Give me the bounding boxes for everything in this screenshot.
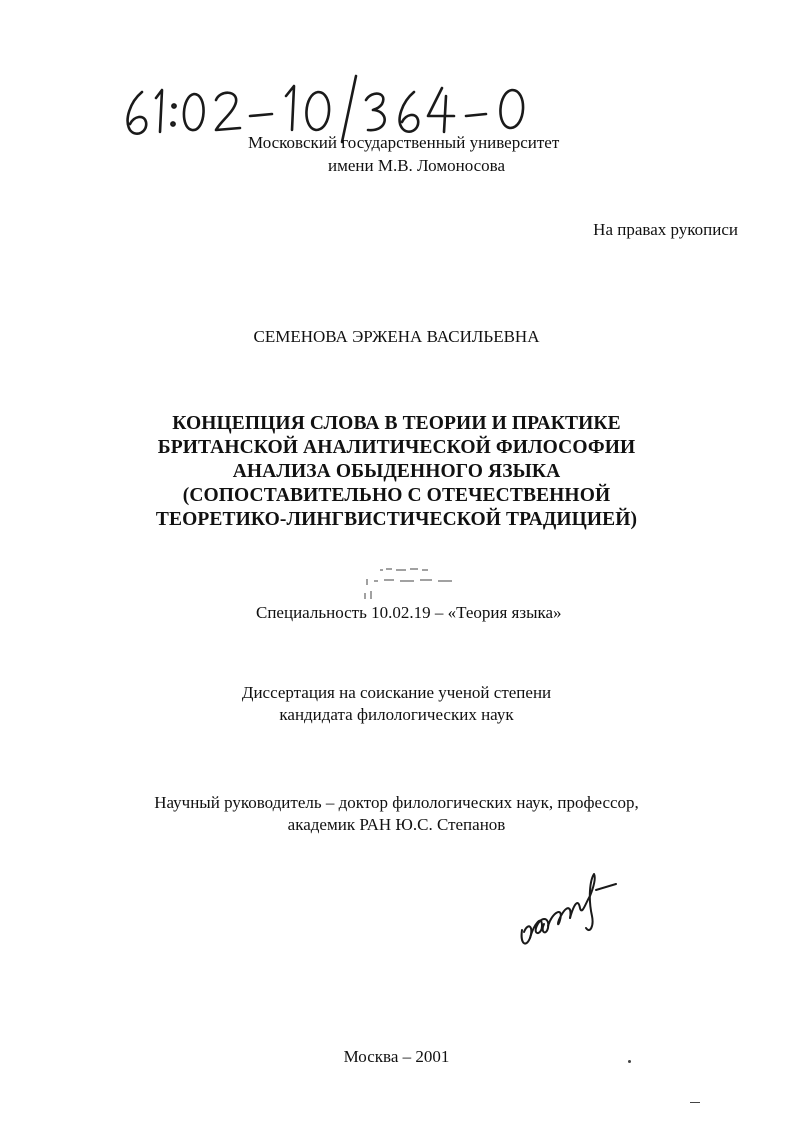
author-name: СЕМЕНОВА ЭРЖЕНА ВАСИЛЬЕВНА (253, 327, 540, 346)
city-year: Москва – 2001 (343, 1047, 450, 1066)
supervisor-line2: академик РАН Ю.С. Степанов (287, 815, 506, 834)
title-line: ТЕОРЕТИКО-ЛИНГВИСТИЧЕСКОЙ ТРАДИЦИЕЙ) (155, 509, 638, 530)
title-line: БРИТАНСКОЙ АНАЛИТИЧЕСКОЙ ФИЛОСОФИИ (157, 437, 636, 458)
faded-library-stamp (360, 563, 520, 603)
handwritten-signature (512, 868, 622, 954)
dissertation-degree-line1: Диссертация на соискание ученой степени (241, 683, 552, 702)
title-line: (СОПОСТАВИТЕЛЬНО С ОТЕЧЕСТВЕННОЙ (182, 485, 611, 506)
title-line: АНАЛИЗА ОБЫДЕННОГО ЯЗЫКА (232, 461, 561, 482)
scan-speck (690, 1102, 700, 1103)
rights-notice: На правах рукописи (593, 220, 738, 239)
university-name-line2: имени М.В. Ломоносова (328, 156, 506, 175)
university-name-line1: Московский государственный университет (248, 133, 560, 152)
specialty: Специальность 10.02.19 – «Теория языка» (256, 603, 562, 622)
supervisor-line1: Научный руководитель – доктор филологических наук, профессор, (154, 793, 639, 812)
dissertation-title (0, 412, 793, 532)
scan-speck (628, 1060, 631, 1063)
title-line: КОНЦЕПЦИЯ СЛОВА В ТЕОРИИ И ПРАКТИКЕ (172, 413, 621, 434)
dissertation-degree-line2: кандидата филологических наук (279, 705, 514, 724)
